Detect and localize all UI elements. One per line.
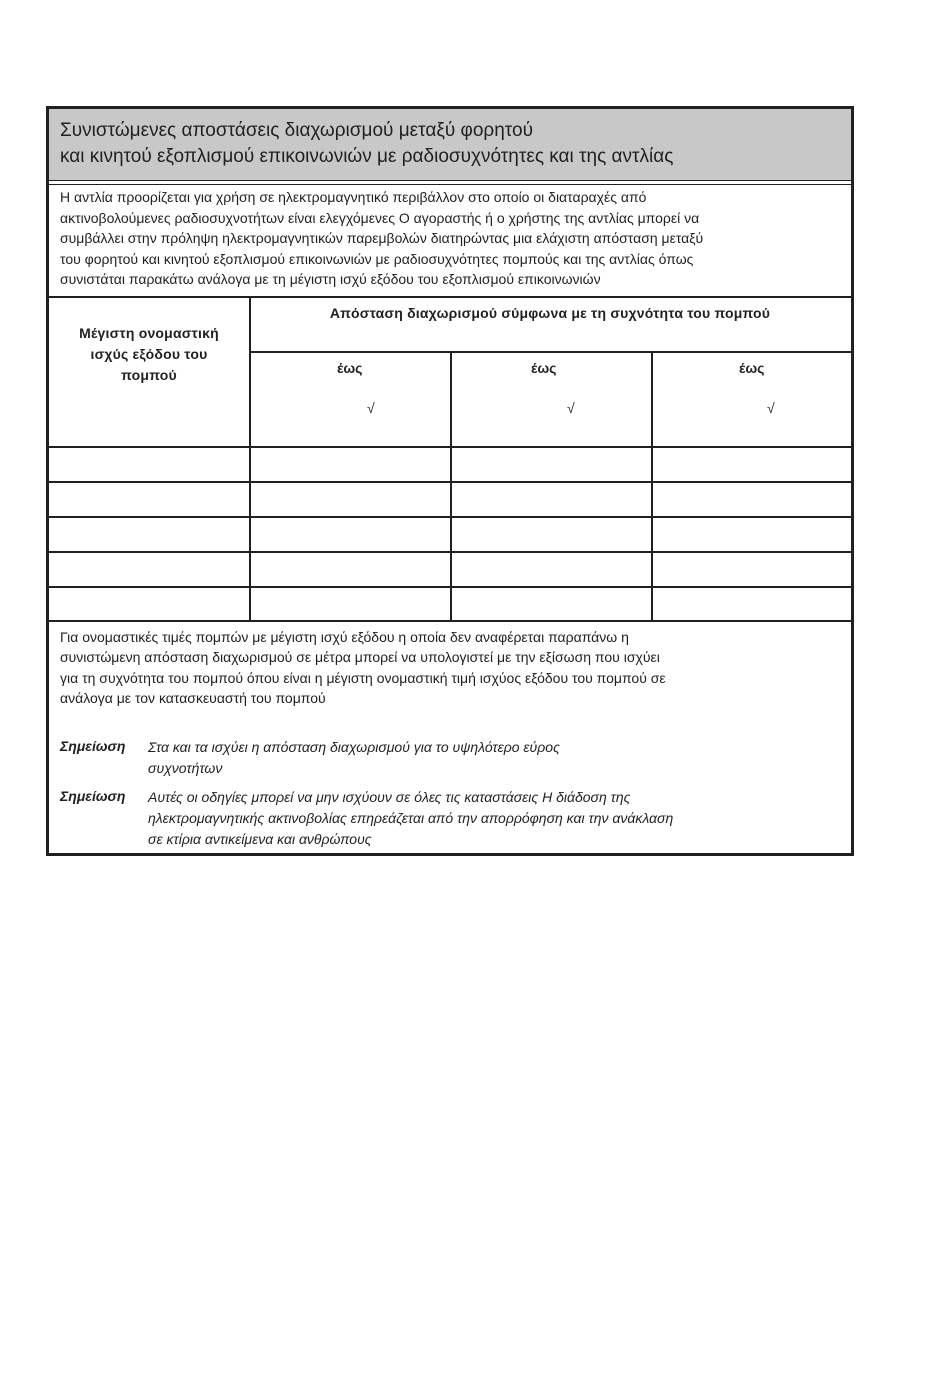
power-header-line: πομπού [121,367,177,383]
note-line: σε κτίρια αντικείμενα και ανθρώπους [148,831,372,847]
note-label: Σημείωση [60,738,126,754]
intro-line: Η αντλία προορίζεται για χρήση σε ηλεκτρομαγνητικό περιβάλλον στο οποίο οι διαταραχές από [60,189,647,205]
power-header-line: ισχύς εξόδου του [90,346,208,362]
distance-column-header: Απόσταση διαχωρισμού σύμφωνα με τη συχνότητα του πομπού [329,305,771,321]
power-column-header [49,323,249,386]
table-title-line-1: Συνιστώμενες αποστάσεις διαχωρισμού μεταξύ φορητού [60,120,533,141]
band-header-rule [249,351,851,353]
band-label-1: έως [337,360,363,376]
intro-line: του φορητού και κινητού εξοπλισμού επικοινωνιών με ραδιοσυχνότητες πομπούς και της αντλίας όπως [60,251,694,267]
emc-separation-table [46,106,854,856]
band-formula-2: √ [567,400,575,416]
note-line: ηλεκτρομαγνητικής ακτινοβολίας επηρεάζεται από την απορρόφηση και την ανάκλαση [148,810,674,826]
intro-line: συμβάλλει στην πρόληψη ηλεκτρομαγνητικών παρεμβολών διατηρώντας μια ελάχιστη απόσταση μεταξύ [60,230,704,246]
column-divider [450,351,452,621]
row-rule [49,586,851,588]
band-label-3: έως [739,360,765,376]
header-bottom-rule [49,446,851,448]
column-divider [249,296,251,621]
footer-line: Για ονομαστικές τιμές πομπών με μέγιστη ισχύ εξόδου η οποία δεν αναφέρεται παραπάνω η [60,629,629,645]
column-divider [651,351,653,621]
footer-line: για τη συχνότητα του πομπού όπου είναι η μέγιστη ονομαστική τιμή ισχύος εξόδου του πομπού σε [60,670,666,686]
title-double-rule [49,181,851,185]
intro-line: συνιστάται παρακάτω ανάλογα με τη μέγιστη ισχύ εξόδου του εξοπλισμού επικοινωνιών [60,271,601,287]
note-label: Σημείωση [60,788,126,804]
table-top-rule [49,296,851,298]
footer-line: συνιστώμενη απόσταση διαχωρισμού σε μέτρα μπορεί να υπολογιστεί με την εξίσωση που ισχύει [60,649,660,665]
band-formula-1: √ [367,400,375,416]
power-header-line: Μέγιστη ονομαστική [79,325,219,341]
table-title-line-2: και κινητού εξοπλισμού επικοινωνιών με ραδιοσυχνότητες και της αντλίας [60,146,674,167]
row-rule [49,481,851,483]
band-label-2: έως [531,360,557,376]
note-line: Στα και τα ισχύει η απόσταση διαχωρισμού για το υψηλότερο εύρος [148,739,560,755]
intro-line: ακτινοβολούμενες ραδιοσυχνοτήτων είναι ελεγχόμενες Ο αγοραστής ή ο χρήστης της αντλίας μπορεί να [60,210,700,226]
row-rule [49,516,851,518]
note-line: Αυτές οι οδηγίες μπορεί να μην ισχύουν σε όλες τις καταστάσεις Η διάδοση της [148,789,631,805]
footer-line: ανάλογα με τον κατασκευαστή του πομπού [60,690,326,706]
table-bottom-rule [49,620,851,622]
row-rule [49,551,851,553]
table-title-band [49,109,851,181]
band-formula-3: √ [767,400,775,416]
note-line: συχνοτήτων [148,760,223,776]
